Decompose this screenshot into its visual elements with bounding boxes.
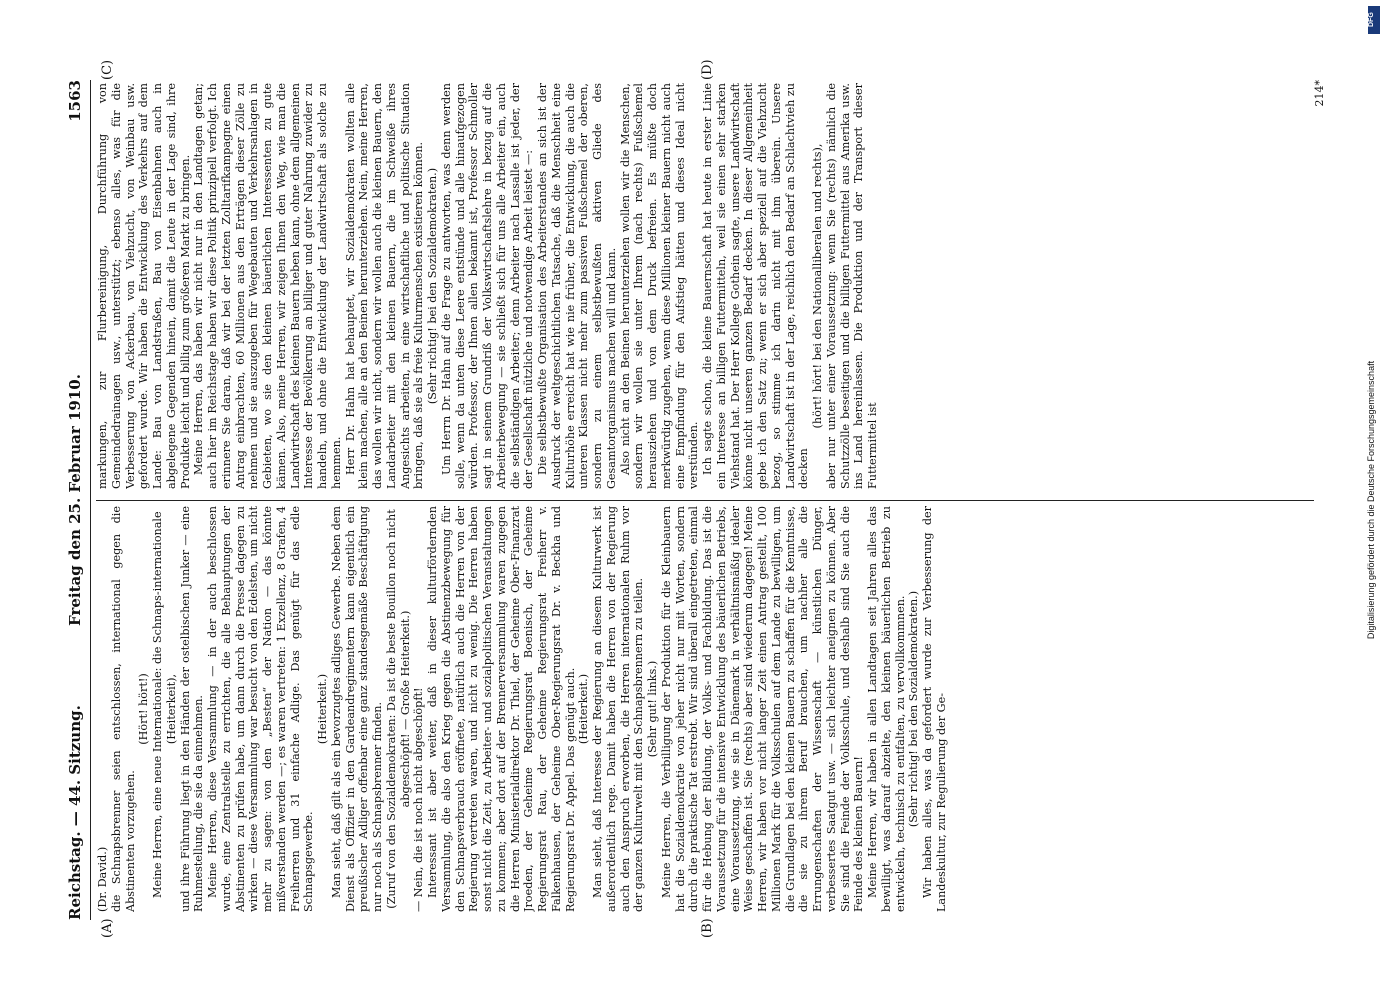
left-column-paragraph: Meine Herren, eine neue Internationale: die Schnaps-internationale: [151, 511, 164, 898]
margin-mark-c: (C): [100, 59, 115, 80]
left-column-paragraph: (Dr. David.): [96, 846, 109, 912]
left-column-paragraph: Man sieht, daß Interesse der Regierung an diesem Kulturwerk ist außerordentlich rege. Damit haben die Herren von der Regierung auch den Anspruch erworben, die Herren internationalen Ruhm vor der ganzen Kulturwelt mit den Schnapsbrennern zu teilen.: [591, 506, 646, 912]
left-column-paragraph: (Heiterkeit),: [164, 673, 178, 745]
column-divider: [96, 500, 1314, 501]
right-column-paragraph: aber nur unter einer Voraussetzung: wenn Sie (rechts) nämlich die Schutzzölle beseitigen und die billigen Futtermittel aus Amerika usw. ins Land hereinlassen. Die Produktion und der Transport dieser Futtermittel ist: [824, 83, 879, 489]
right-column-paragraph: (Sehr richtig! bei den Sozialdemokraten.): [426, 167, 439, 405]
left-column-paragraph: Man sieht, daß gilt als ein bevorzugtes adliges Gewerbe. Neben dem Dienst als Offizier in den Gardeandregimentern kann eigentlich ein preußischer Adliger offenbar eine ganz standesgemäße Beschäftigung nur noch als Schnapsbrenner finden.: [329, 506, 384, 912]
page-header: [66, 80, 90, 920]
header-rule: [90, 80, 91, 920]
left-column-paragraph: (Sehr richtig! bei den Sozialdemokraten.): [907, 590, 921, 828]
left-column-paragraph: Interessant ist aber weiter, daß in dieser kulturfördernden Versammlung, die also den Krieg gegen die Abstinenzbewegung für den Schnapsverbrauch eröffnete, natürlich auch die Herren von der Regierung vertreten waren, und nicht zu wenig. Die Herren haben sonst nicht die Zeit, zu Arbeiter- und sozialpolitischen Veranstaltungen zu kommen; aber dort auf der Brennerversammlung waren zugegen die Herren Ministerialdirektor Dr. Thiel, der Geheime Ober-Finanzrat Jroeden, der Geheime Regierungsrat Boenisch, der Geheime Regierungsrat Rau, der Geheime Regierungsrat Freiherr v. Falkenhausen, der Geheime Ober-Regierungsrat Dr. v. Beckha und Regierungsrat Dr. Appel. Das genügt auch.: [426, 506, 577, 912]
left-column-paragraph: und ihre Führung liegt in den Händen der ostelbischen Junker — eine Ruhmestellung, die sie da einnehmen.: [178, 506, 206, 912]
credit-text: Digitalisierung gefördert durch die Deutsche Forschungsgemeinschaft: [1366, 360, 1376, 640]
right-column-paragraph: (hört! hört! bei den Nationalliberalen und rechts),: [811, 143, 824, 429]
left-column-paragraph: die Schnapsbrenner seien entschlossen, international gegen die Abstinenten vorzugehen.: [109, 506, 137, 912]
header-session: Reichstag. — 44. Sitzung.: [66, 705, 84, 920]
left-column-paragraph: Meine Herren, wir haben in allen Landtagen seit Jahren alles das bewilligt, was darauf abzielte, den kleinen bäuerlichen Betrieb zu entwickeln, technisch zu entfalten, zu vervollkommnen.: [866, 506, 907, 912]
left-column-paragraph: Meine Herren, die Verbilligung der Produktion für die Kleinbauern hat die Sozialdemokratie von jeher nicht nur mit Worten, sondern durch die praktische Tat erstrebt. Wir sind überall eingetreten, einmal für die Hebung der Bildung, der Volks- und Fachbildung. Das ist die Voraussetzung für die intensive Entwicklung des bäuerlichen Betriebs, eine Voraussetzung, wie sie in Dänemark in verhältnismäßig idealer Weise geschaffen ist. Sie (rechts) aber sind wiederum dagegen! Meine Herren, wir haben vor nicht langer Zeit einen Antrag gestellt, 100 Millionen Mark für die Volksschulen auf dem Lande zu bewilligen, um die Grundlagen bei den kleinen Bauern zu schaffen für die Kenntnisse, die sie zu ihrem Beruf brauchen, um nachher alle die Errungenschaften der Wissenschaft — künstlichen Dünger, verbessertes Saatgut usw. — sich leichter aneignen zu können. Aber Sie sind die Feinde der Volksschule, und deshalb sind Sie auch die Feinde des kleinen Bauern!: [659, 506, 866, 912]
right-column-paragraph: markungen, zur Flurbereinigung, Durchführung von Gemeindedrainagen usw., unterstützt; ebenso alles, was für die Verbesserung von Ackerbau, von Viehzucht, von Weinbau usw. gefordert wurde. Wir haben die Entwicklung des Verkehrs auf dem Lande: Bau von Landstraßen, Bau von Eisenbahnen auch in abgelegene Gegenden hinein, damit die Leute in der Lage sind, ihre Produkte leicht und billig zum größeren Markt zu bringen.: [96, 83, 192, 489]
left-column-paragraph: (Hört! hört!): [137, 673, 151, 745]
left-column-paragraph: Wir haben alles, was da gefordert wurde zur Verbesserung der Landeskultur, zur Regulierung der Ge-: [921, 506, 948, 912]
header-date: Freitag den 25. Februar 1910.: [66, 374, 84, 626]
right-column-paragraph: Die selbstbewußte Organisation des Arbeiterstandes an sich ist der Ausdruck der weltgeschichtlichen Tatsache, daß die Menschheit eine Kulturhöhe erreicht hat wie nie früher, die Entwicklung, die auch die unteren Klassen nicht mehr zum passiven Fußschemel der oberen, sondern zu einem selbstbewußten aktiven Gliede des Gesamtorganismus machen will und kann.: [536, 83, 618, 489]
right-column-paragraph: Ich sagte schon, die kleine Bauernschaft hat heute in erster Linie ein Interesse an billigen Futtermitteln, weil sie einen sehr starken Viehstand hat. Der Herr Kollege Gothein sagte, unsere Landwirtschaft könne nicht unseren ganzen Bedarf decken. In dieser Allgemeinheit gebe ich den Satz zu; wenn er sich aber speziell auf die Viehzucht bezog, so stimme ich darin nicht mit ihm überein. Unsere Landwirtschaft ist in der Lage, reichlich den Bedarf an Schlachtvieh zu decken: [701, 83, 811, 489]
left-column-paragraph: (Heiterkeit.): [316, 673, 329, 745]
right-column-paragraph: Herr Dr. Hahn hat behauptet, wir Sozialdemokraten wollten alle klein machen, alle an den Beinen herunterziehen. Nein, meine Herren, das wollen wir nicht, sondern wir wollen auch die kleinen Bauern, den Landarbeiter mit den kleinen Bauern, die im Schweiße ihres Angesichts arbeiten, in eine wirtschaftliche und politische Situation bringen, daß sie als freie Kulturmenschen existieren können.: [343, 83, 426, 489]
right-column-paragraph: Also nicht an den Beinen herunterziehen wollen wir die Menschen, sondern wir wollen sie unter Ihrem (nach rechts) Fußschemel herausziehen und von dem Druck befreien. Es müßte doch merkwürdig zugehen, wenn diese Millionen kleiner Bauern nicht auch eine Empfindung für den Aufstieg hätten und dieses Ideal nicht verstünden.: [618, 83, 701, 489]
footer-signature: 214*: [1313, 80, 1326, 107]
right-column-paragraph: Um Herrn Dr. Hahn auf die Frage zu antworten, was denn werden solle, wenn da unten diese Leere entstünde und alle hinaufgezogen würden. Professor, der Ihnen allen bekannt ist, Professor Schmoller sagt in seinem Grundriß der Volkswirtschaftslehre in bezug auf die Arbeiterbewegung — sie schließt sich für uns alle Arbeiter ein, auch die selbständigen Arbeiter; denn Arbeiter nach Lassalle ist jeder, der der Gesellschaft nützliche und notwendige Arbeit leistet —:: [439, 83, 536, 489]
text-column-left: [96, 506, 1311, 912]
left-column-paragraph: — Nein, die ist noch nicht abgeschöpft!: [412, 687, 426, 912]
text-column-right: [96, 83, 1311, 489]
digitization-credit: [1366, 0, 1380, 1000]
margin-mark-d: (D): [700, 59, 715, 80]
dfg-logo: DFG: [1368, 6, 1380, 34]
left-column-paragraph: Meine Herren, diese Versammlung — in der auch beschlossen wurde, eine Zentralstelle zu errichten, die alle Behauptungen der Abstinenten zu prüfen habe, um dann durch die Presse dagegen zu wirken — diese Versammlung war besucht von den Edelsten, um nicht mehr zu sagen: von den „Besten“ der Nation — das könnte mißverstanden werden —; es waren vertreten: 1 Exzellenz, 8 Grafen, 4 Freiherren und 31 einfache Adlige. Das genügt für das edle Schnapsgewerbe.: [206, 506, 316, 912]
header-page-number: 1563: [66, 80, 84, 122]
margin-mark-b: (B): [700, 918, 715, 938]
left-column-paragraph: (Zuruf von den Sozialdemokraten: Da ist die beste Bouillon noch nicht abgeschöpft! — Große Heiterkeit.): [384, 509, 412, 909]
right-column-paragraph: Meine Herren, das haben wir nicht nur in den Landtagen getan; auch hier im Reichstage haben wir diese Politik prinzipiell verfolgt. Ich erinnere Sie daran, daß wir bei der letzten Zolltarifkampagne einen Antrag einbrachten, 60 Millionen aus den Erträgen dieser Zölle zu nehmen und sie auszugeben für Wegebauten und Verkehrsanlagen in Gebieten, wo sie den kleinen bäuerlichen Interessenten zu gute kämen. Also, meine Herren, wir zeigen Ihnen den Weg, wie man die Landwirtschaft des kleinen Bauern heben kann, ohne dem allgemeinen Interesse der Bevölkerung an billiger und guter Nahrung zuwider zu handeln, und ohne die Entwicklung der Landwirtschaft als solche zu hemmen.: [192, 83, 343, 489]
left-column-paragraph: (Sehr gut! links.): [646, 660, 659, 758]
left-column-paragraph: (Heiterkeit.): [577, 673, 591, 745]
margin-mark-a: (A): [100, 918, 115, 938]
